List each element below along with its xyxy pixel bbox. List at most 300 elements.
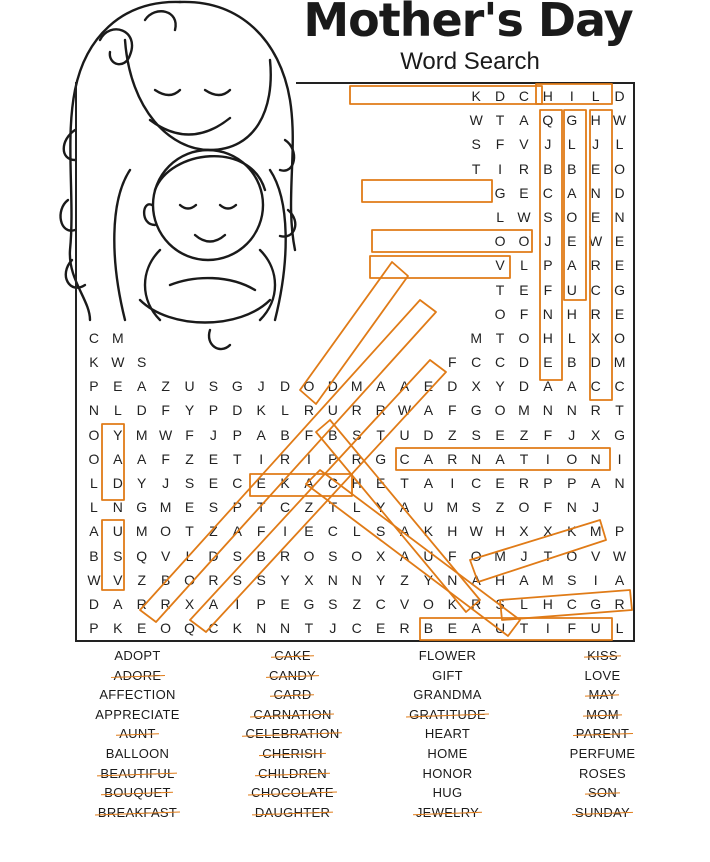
grid-letter[interactable] — [106, 278, 130, 302]
grid-letter[interactable] — [440, 157, 464, 181]
grid-letter[interactable]: O — [303, 378, 315, 395]
grid-letter[interactable] — [345, 278, 369, 302]
grid-letter[interactable] — [464, 181, 488, 205]
grid-letter[interactable]: B — [256, 547, 266, 564]
grid-letter[interactable]: L — [185, 547, 194, 564]
grid-letter[interactable] — [345, 132, 369, 156]
grid-letter[interactable] — [440, 132, 464, 156]
grid-letter[interactable]: Q — [136, 547, 148, 564]
grid-letter[interactable]: A — [113, 595, 123, 612]
grid-letter[interactable]: Z — [161, 378, 170, 395]
grid-letter[interactable] — [82, 205, 106, 229]
grid-letter[interactable]: A — [399, 523, 410, 540]
grid-letter[interactable]: Z — [209, 523, 218, 540]
grid-letter[interactable]: W — [517, 208, 531, 225]
grid-letter[interactable]: U — [184, 378, 195, 395]
grid-letter[interactable]: N — [590, 184, 601, 201]
grid-letter[interactable] — [154, 108, 178, 132]
grid-letter[interactable] — [393, 302, 417, 326]
grid-letter[interactable]: A — [137, 378, 147, 395]
grid-letter[interactable]: M — [135, 426, 148, 443]
grid-letter[interactable] — [464, 278, 488, 302]
grid-letter[interactable] — [345, 302, 369, 326]
grid-letter[interactable]: A — [113, 450, 123, 467]
grid-letter[interactable]: C — [614, 378, 625, 395]
grid-letter[interactable] — [106, 132, 130, 156]
grid-letter[interactable]: N — [351, 571, 362, 588]
grid-letter[interactable]: E — [184, 499, 195, 516]
grid-letter[interactable]: E — [208, 450, 219, 467]
grid-letter[interactable]: E — [590, 208, 601, 225]
grid-letter[interactable] — [321, 84, 345, 108]
grid-letter[interactable]: A — [256, 426, 266, 443]
grid-letter[interactable]: J — [568, 426, 576, 443]
grid-letter[interactable] — [321, 229, 345, 253]
grid-letter[interactable]: O — [88, 426, 100, 443]
grid-letter[interactable] — [393, 132, 417, 156]
grid-letter[interactable] — [225, 229, 249, 253]
grid-letter[interactable]: C — [590, 281, 601, 298]
grid-letter[interactable] — [154, 350, 178, 374]
grid-letter[interactable]: K — [256, 402, 266, 419]
grid-letter[interactable]: T — [519, 450, 529, 467]
grid-letter[interactable]: V — [590, 547, 601, 564]
grid-letter[interactable]: T — [495, 329, 505, 346]
grid-letter[interactable] — [249, 302, 273, 326]
grid-letter[interactable] — [297, 253, 321, 277]
grid-letter[interactable]: D — [136, 402, 147, 419]
grid-letter[interactable]: N — [614, 208, 625, 225]
grid-letter[interactable]: J — [257, 378, 265, 395]
grid-letter[interactable]: A — [232, 523, 242, 540]
grid-letter[interactable] — [225, 205, 249, 229]
grid-letter[interactable] — [201, 181, 225, 205]
grid-letter[interactable] — [106, 108, 130, 132]
grid-letter[interactable]: R — [160, 595, 171, 612]
grid-letter[interactable]: E — [304, 523, 314, 540]
grid-letter[interactable] — [416, 108, 440, 132]
grid-letter[interactable]: J — [544, 233, 552, 250]
grid-letter[interactable]: U — [327, 402, 338, 419]
grid-letter[interactable]: W — [159, 426, 173, 443]
grid-letter[interactable]: J — [592, 136, 600, 153]
grid-letter[interactable]: P — [614, 523, 625, 540]
grid-letter[interactable]: E — [567, 233, 577, 250]
grid-letter[interactable] — [249, 229, 273, 253]
grid-letter[interactable]: S — [471, 499, 481, 516]
grid-letter[interactable]: C — [495, 354, 506, 371]
grid-letter[interactable] — [225, 84, 249, 108]
grid-letter[interactable]: E — [614, 257, 625, 274]
grid-letter[interactable]: S — [232, 571, 242, 588]
grid-letter[interactable]: S — [495, 595, 505, 612]
grid-letter[interactable] — [201, 108, 225, 132]
grid-letter[interactable]: U — [590, 620, 601, 637]
grid-letter[interactable] — [201, 157, 225, 181]
grid-letter[interactable]: S — [256, 571, 266, 588]
grid-letter[interactable]: O — [566, 547, 578, 564]
grid-letter[interactable]: Y — [184, 402, 195, 419]
grid-letter[interactable]: L — [90, 475, 98, 491]
grid-letter[interactable]: O — [614, 160, 625, 177]
grid-letter[interactable]: T — [471, 160, 481, 177]
grid-letter[interactable]: H — [566, 305, 577, 322]
grid-letter[interactable]: D — [614, 184, 625, 201]
grid-letter[interactable]: F — [543, 499, 553, 516]
grid-letter[interactable]: W — [469, 523, 483, 540]
grid-letter[interactable]: D — [112, 475, 123, 491]
grid-letter[interactable] — [225, 302, 249, 326]
grid-letter[interactable]: Z — [448, 426, 457, 443]
grid-letter[interactable] — [345, 157, 369, 181]
grid-letter[interactable]: D — [614, 88, 625, 104]
grid-letter[interactable] — [178, 350, 202, 374]
grid-letter[interactable]: L — [615, 620, 624, 637]
grid-letter[interactable]: F — [495, 136, 505, 153]
grid-letter[interactable]: O — [494, 305, 506, 322]
grid-letter[interactable]: O — [494, 233, 506, 250]
grid-letter[interactable]: B — [567, 160, 577, 177]
grid-letter[interactable] — [345, 229, 369, 253]
grid-letter[interactable] — [154, 132, 178, 156]
grid-letter[interactable]: Y — [495, 378, 505, 395]
grid-letter[interactable]: A — [423, 402, 434, 419]
grid-letter[interactable] — [369, 302, 393, 326]
grid-letter[interactable]: O — [614, 329, 625, 346]
grid-letter[interactable] — [345, 350, 369, 374]
grid-letter[interactable]: G — [375, 450, 387, 467]
grid-letter[interactable] — [393, 181, 417, 205]
grid-letter[interactable] — [273, 278, 297, 302]
grid-letter[interactable]: U — [423, 499, 434, 516]
grid-letter[interactable]: L — [352, 499, 361, 516]
grid-letter[interactable]: P — [567, 475, 577, 491]
grid-letter[interactable]: L — [615, 136, 624, 153]
grid-letter[interactable]: F — [448, 402, 457, 419]
grid-letter[interactable]: R — [447, 450, 458, 467]
grid-letter[interactable]: F — [543, 426, 553, 443]
grid-letter[interactable] — [464, 302, 488, 326]
grid-letter[interactable]: G — [614, 281, 625, 298]
grid-letter[interactable]: I — [307, 450, 311, 467]
grid-letter[interactable] — [154, 326, 178, 350]
grid-letter[interactable]: A — [567, 257, 577, 274]
grid-letter[interactable] — [345, 181, 369, 205]
grid-letter[interactable]: A — [519, 112, 529, 129]
grid-letter[interactable]: R — [208, 571, 219, 588]
grid-letter[interactable] — [201, 205, 225, 229]
grid-letter[interactable]: S — [137, 354, 147, 371]
grid-letter[interactable]: T — [519, 620, 529, 637]
grid-letter[interactable] — [273, 326, 297, 350]
grid-letter[interactable] — [154, 205, 178, 229]
grid-letter[interactable] — [297, 350, 321, 374]
grid-letter[interactable]: I — [450, 475, 455, 491]
grid-letter[interactable]: N — [614, 475, 625, 491]
grid-letter[interactable]: Z — [495, 499, 505, 516]
grid-letter[interactable]: H — [495, 523, 506, 540]
grid-letter[interactable]: A — [519, 571, 529, 588]
grid-letter[interactable]: K — [232, 620, 242, 637]
grid-letter[interactable]: R — [614, 595, 625, 612]
grid-letter[interactable]: J — [592, 499, 600, 516]
grid-letter[interactable]: N — [447, 571, 458, 588]
grid-letter[interactable] — [440, 253, 464, 277]
grid-letter[interactable] — [154, 181, 178, 205]
grid-letter[interactable] — [249, 181, 273, 205]
grid-letter[interactable]: C — [327, 523, 338, 540]
grid-letter[interactable]: Z — [304, 499, 314, 516]
grid-letter[interactable] — [82, 84, 106, 108]
grid-letter[interactable]: L — [90, 499, 98, 516]
grid-letter[interactable]: D — [423, 426, 434, 443]
grid-letter[interactable]: R — [351, 450, 362, 467]
grid-letter[interactable] — [369, 205, 393, 229]
grid-letter[interactable] — [273, 84, 297, 108]
grid-letter[interactable]: L — [352, 523, 361, 540]
grid-letter[interactable] — [106, 253, 130, 277]
grid-letter[interactable] — [82, 302, 106, 326]
grid-letter[interactable]: M — [494, 547, 506, 564]
grid-letter[interactable] — [154, 229, 178, 253]
grid-letter[interactable]: E — [614, 233, 625, 250]
grid-letter[interactable]: I — [545, 450, 550, 467]
grid-letter[interactable]: M — [518, 402, 530, 419]
grid-letter[interactable]: R — [590, 305, 601, 322]
grid-letter[interactable] — [369, 253, 393, 277]
grid-letter[interactable]: O — [566, 208, 578, 225]
grid-letter[interactable]: I — [235, 595, 240, 612]
grid-letter[interactable] — [369, 278, 393, 302]
grid-letter[interactable]: T — [233, 450, 242, 467]
grid-letter[interactable] — [201, 350, 225, 374]
grid-letter[interactable]: A — [399, 547, 410, 564]
grid-letter[interactable] — [82, 108, 106, 132]
grid-letter[interactable]: E — [280, 595, 290, 612]
grid-letter[interactable]: W — [589, 233, 603, 250]
grid-letter[interactable]: X — [590, 426, 601, 443]
grid-letter[interactable] — [440, 229, 464, 253]
grid-letter[interactable]: N — [566, 499, 577, 516]
grid-letter[interactable]: M — [613, 354, 626, 371]
grid-letter[interactable] — [393, 108, 417, 132]
grid-letter[interactable]: H — [590, 112, 601, 129]
grid-letter[interactable]: U — [566, 281, 577, 298]
grid-letter[interactable]: I — [259, 450, 264, 467]
grid-letter[interactable] — [416, 181, 440, 205]
grid-letter[interactable] — [297, 108, 321, 132]
grid-letter[interactable]: R — [375, 402, 386, 419]
grid-letter[interactable] — [393, 350, 417, 374]
grid-letter[interactable] — [130, 278, 154, 302]
grid-letter[interactable]: J — [329, 620, 337, 637]
grid-letter[interactable] — [249, 278, 273, 302]
grid-letter[interactable]: E — [375, 475, 386, 491]
grid-letter[interactable] — [273, 108, 297, 132]
grid-letter[interactable] — [130, 205, 154, 229]
grid-letter[interactable]: F — [161, 450, 170, 467]
grid-letter[interactable] — [416, 278, 440, 302]
grid-letter[interactable] — [440, 302, 464, 326]
grid-letter[interactable] — [393, 253, 417, 277]
grid-letter[interactable]: R — [399, 620, 410, 637]
grid-letter[interactable] — [82, 157, 106, 181]
grid-letter[interactable]: S — [113, 547, 123, 564]
grid-letter[interactable]: I — [617, 450, 622, 467]
grid-letter[interactable]: V — [495, 257, 505, 274]
grid-letter[interactable]: S — [352, 426, 362, 443]
grid-letter[interactable]: S — [208, 499, 219, 516]
grid-letter[interactable]: N — [88, 402, 99, 419]
grid-letter[interactable] — [130, 229, 154, 253]
grid-letter[interactable] — [393, 84, 417, 108]
grid-letter[interactable] — [201, 84, 225, 108]
grid-letter[interactable] — [321, 350, 345, 374]
grid-letter[interactable] — [178, 181, 202, 205]
grid-letter[interactable]: P — [543, 257, 553, 274]
grid-letter[interactable]: T — [495, 281, 505, 298]
grid-letter[interactable]: D — [88, 595, 99, 612]
grid-letter[interactable]: Z — [352, 595, 362, 612]
grid-letter[interactable]: A — [590, 475, 601, 491]
grid-letter[interactable]: V — [399, 595, 410, 612]
grid-letter[interactable]: U — [112, 523, 123, 540]
grid-letter[interactable]: O — [351, 547, 363, 564]
grid-letter[interactable] — [321, 205, 345, 229]
grid-letter[interactable] — [106, 229, 130, 253]
grid-letter[interactable] — [369, 229, 393, 253]
grid-letter[interactable]: F — [519, 305, 529, 322]
grid-letter[interactable] — [178, 326, 202, 350]
grid-letter[interactable]: W — [612, 547, 627, 564]
grid-letter[interactable] — [154, 278, 178, 302]
grid-letter[interactable] — [130, 84, 154, 108]
grid-letter[interactable]: K — [89, 354, 99, 371]
grid-letter[interactable] — [416, 84, 440, 108]
grid-letter[interactable]: M — [470, 329, 483, 346]
grid-letter[interactable]: P — [208, 402, 219, 419]
grid-letter[interactable]: O — [160, 523, 172, 540]
grid-letter[interactable]: C — [327, 475, 338, 491]
grid-letter[interactable]: L — [567, 329, 576, 346]
grid-letter[interactable] — [249, 350, 273, 374]
grid-letter[interactable]: O — [518, 233, 530, 250]
grid-letter[interactable] — [106, 181, 130, 205]
grid-letter[interactable]: Q — [542, 112, 554, 129]
grid-letter[interactable]: L — [496, 208, 504, 225]
grid-letter[interactable] — [130, 326, 154, 350]
grid-letter[interactable]: K — [447, 595, 457, 612]
grid-letter[interactable] — [225, 181, 249, 205]
grid-letter[interactable]: G — [566, 112, 578, 129]
grid-letter[interactable]: K — [113, 620, 123, 637]
grid-letter[interactable] — [82, 229, 106, 253]
grid-letter[interactable]: O — [422, 595, 434, 612]
grid-letter[interactable] — [416, 302, 440, 326]
grid-letter[interactable]: V — [113, 571, 123, 588]
grid-letter[interactable]: Y — [375, 571, 386, 588]
grid-letter[interactable]: R — [136, 595, 147, 612]
grid-letter[interactable]: G — [231, 378, 243, 395]
grid-letter[interactable]: R — [351, 402, 362, 419]
grid-letter[interactable]: Z — [519, 426, 529, 443]
grid-letter[interactable] — [201, 278, 225, 302]
grid-letter[interactable] — [82, 132, 106, 156]
grid-letter[interactable]: R — [280, 450, 291, 467]
grid-letter[interactable]: P — [232, 499, 242, 516]
grid-letter[interactable]: L — [520, 595, 528, 612]
grid-letter[interactable]: H — [542, 595, 553, 612]
grid-letter[interactable]: P — [232, 426, 242, 443]
grid-letter[interactable] — [154, 84, 178, 108]
grid-letter[interactable] — [440, 108, 464, 132]
grid-letter[interactable] — [345, 253, 369, 277]
grid-letter[interactable] — [106, 84, 130, 108]
grid-letter[interactable]: C — [375, 595, 386, 612]
grid-letter[interactable] — [178, 205, 202, 229]
grid-letter[interactable]: L — [113, 402, 122, 419]
grid-letter[interactable]: N — [471, 450, 482, 467]
grid-letter[interactable]: D — [518, 354, 530, 371]
grid-letter[interactable]: Z — [400, 571, 409, 588]
grid-letter[interactable]: S — [567, 571, 577, 588]
grid-letter[interactable] — [321, 253, 345, 277]
grid-letter[interactable]: E — [495, 426, 505, 443]
grid-letter[interactable] — [440, 181, 464, 205]
grid-letter[interactable]: M — [135, 523, 148, 540]
grid-letter[interactable]: H — [542, 329, 553, 346]
grid-letter[interactable]: X — [543, 523, 553, 540]
grid-letter[interactable]: P — [328, 450, 338, 467]
grid-letter[interactable]: M — [112, 329, 124, 346]
grid-letter[interactable]: G — [303, 595, 315, 612]
grid-letter[interactable] — [130, 157, 154, 181]
grid-letter[interactable]: E — [423, 378, 434, 395]
grid-letter[interactable]: K — [567, 523, 577, 540]
grid-letter[interactable]: M — [350, 378, 363, 395]
grid-letter[interactable] — [321, 132, 345, 156]
grid-letter[interactable] — [273, 157, 297, 181]
grid-letter[interactable] — [82, 253, 106, 277]
grid-letter[interactable]: K — [423, 523, 434, 540]
grid-letter[interactable]: Y — [137, 475, 147, 491]
grid-letter[interactable] — [130, 108, 154, 132]
grid-letter[interactable] — [416, 205, 440, 229]
grid-letter[interactable]: T — [304, 620, 314, 637]
grid-letter[interactable]: O — [303, 547, 315, 564]
grid-letter[interactable] — [82, 278, 106, 302]
grid-letter[interactable] — [393, 157, 417, 181]
grid-letter[interactable] — [440, 205, 464, 229]
grid-letter[interactable]: O — [518, 329, 530, 346]
grid-letter[interactable] — [297, 157, 321, 181]
grid-letter[interactable]: A — [89, 523, 99, 540]
grid-letter[interactable] — [369, 326, 393, 350]
grid-letter[interactable] — [178, 253, 202, 277]
grid-letter[interactable]: F — [448, 547, 457, 564]
grid-letter[interactable] — [178, 302, 202, 326]
grid-letter[interactable]: T — [615, 402, 624, 419]
grid-letter[interactable]: A — [471, 620, 481, 637]
grid-letter[interactable]: I — [283, 523, 288, 540]
grid-letter[interactable]: I — [593, 571, 598, 588]
grid-letter[interactable]: W — [469, 112, 483, 129]
grid-letter[interactable] — [416, 229, 440, 253]
grid-letter[interactable]: L — [281, 402, 289, 419]
grid-letter[interactable] — [321, 326, 345, 350]
grid-letter[interactable] — [608, 495, 632, 519]
grid-letter[interactable] — [225, 278, 249, 302]
